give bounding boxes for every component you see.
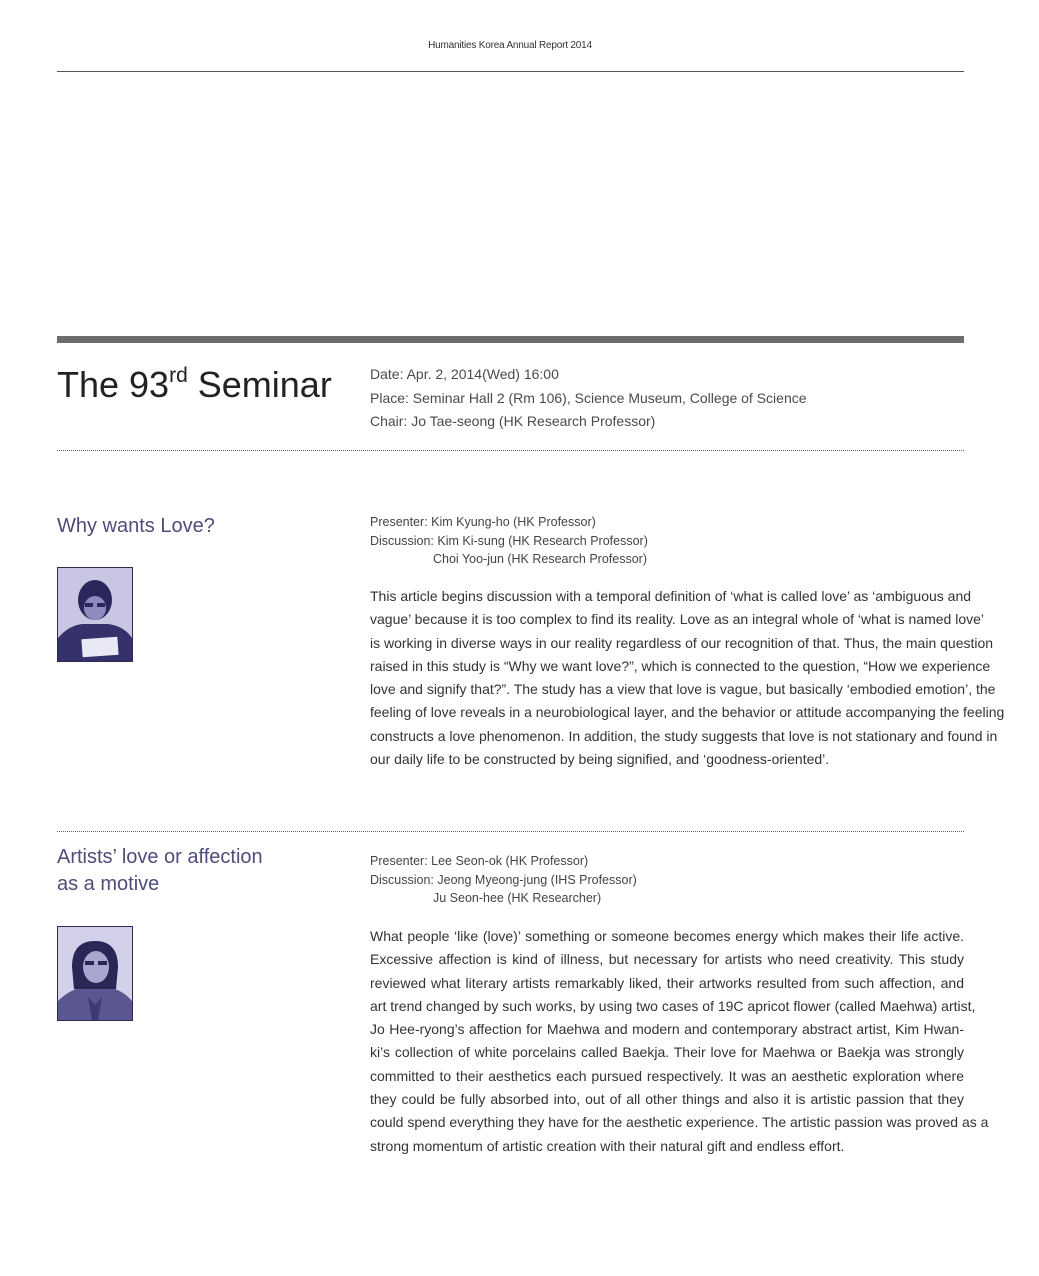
seminar-title <box>57 364 332 406</box>
talk-title <box>57 513 317 540</box>
abstract-line: could spend everything they have for the aesthetic experience. The artistic passion was proved as a <box>370 1114 989 1131</box>
talk-title <box>57 844 317 898</box>
abstract-line: feeling of love reveals in a neurobiological layer, and the behavior or attitude accompanying the feeling <box>370 704 1005 721</box>
abstract-line: constructs a love phenomenon. In addition, the study suggests that love is not stationary and found in <box>370 727 998 744</box>
seminar-title-ordinal: rd <box>169 364 188 387</box>
seminar-title-suffix: Seminar <box>187 364 332 405</box>
seminar-chair: Chair: Jo Tae-seong (HK Research Professor) <box>370 413 656 429</box>
abstract-line: art trend changed by such works, by using two cases of 19C apricot flower (called Maehwa) artist, <box>370 997 976 1014</box>
presenter-portrait-icon <box>58 927 132 1020</box>
abstract-line: What people ‘like (love)’ something or someone becomes energy which makes their life active. <box>370 928 964 944</box>
presenter-line: Presenter: Kim Kyung-ho (HK Professor) <box>370 515 596 529</box>
abstract-line: strong momentum of artistic creation with their natural gift and endless effort. <box>370 1137 845 1154</box>
discussion-line-2: Choi Yoo-jun (HK Research Professor) <box>433 552 647 566</box>
seminar-date: Date: Apr. 2, 2014(Wed) 16:00 <box>370 366 559 382</box>
talk-title-line: Artists’ love or affection <box>57 846 263 868</box>
discussion-line: Discussion: Kim Ki-sung (HK Research Professor) <box>370 533 648 548</box>
abstract-line: they could be fully absorbed into, out of all other things and also it is artistic passion that they <box>370 1091 964 1108</box>
presenter-photo <box>57 567 133 662</box>
abstract-line: This article begins discussion with a temporal definition of ‘what is called love’ as ‘ambiguous and <box>370 588 972 604</box>
presenter-line: Presenter: Lee Seon-ok (HK Professor) <box>370 854 589 868</box>
talk-abstract <box>370 585 1005 771</box>
discussion-line-2: Ju Seon-hee (HK Researcher) <box>433 891 602 905</box>
header-divider <box>57 71 964 72</box>
discussion-line: Discussion: Jeong Myeong-jung (IHS Professor) <box>370 872 637 887</box>
dotted-divider <box>57 450 964 451</box>
seminar-place: Place: Seminar Hall 2 (Rm 106), Science Museum, College of Science <box>370 389 807 406</box>
talk-title-line: as a motive <box>57 873 160 895</box>
abstract-line: love and signify that?”. The study has a view that love is vague, but basically ‘embodied emotion’, the <box>370 681 996 698</box>
section-divider <box>57 336 964 343</box>
talk-abstract <box>370 925 989 1158</box>
dotted-divider <box>57 831 964 832</box>
abstract-line: Excessive affection is kind of illness, but necessary for artists who need creativity. This study <box>370 951 964 968</box>
seminar-title-prefix: The 93 <box>57 364 170 405</box>
seminar-info <box>370 363 807 434</box>
abstract-line: reviewed what literary artists remarkably liked, their artworks resulted from such affection, and <box>370 974 964 991</box>
abstract-line: Jo Hee-ryong’s affection for Maehwa and modern and contemporary abstract artist, Kim Hwan- <box>370 1021 964 1038</box>
abstract-line: ki’s collection of white porcelains called Baekja. Their love for Maehwa or Baekja was strongly <box>370 1044 964 1061</box>
running-header: Humanities Korea Annual Report 2014 <box>428 40 592 51</box>
talk-participants <box>370 852 637 908</box>
abstract-line: vague’ because it is too complex to find its reality. Love as an integral whole of ‘what is named love’ <box>370 611 984 628</box>
abstract-line: committed to their aesthetics each pursued respectively. It was an aesthetic exploration where <box>370 1067 964 1084</box>
abstract-line: raised in this study is “Why we want love?”, which is connected to the question, “How we experience <box>370 657 991 674</box>
talk-participants <box>370 513 648 569</box>
abstract-line: our daily life to be constructed by being signified, and ‘goodness-oriented’. <box>370 751 830 768</box>
presenter-portrait-icon <box>58 568 132 661</box>
abstract-line: is working in diverse ways in our reality regardless of our recognition of that. Thus, the main question <box>370 634 994 651</box>
talk-title-line: Why wants Love? <box>57 515 215 537</box>
presenter-photo <box>57 926 133 1021</box>
